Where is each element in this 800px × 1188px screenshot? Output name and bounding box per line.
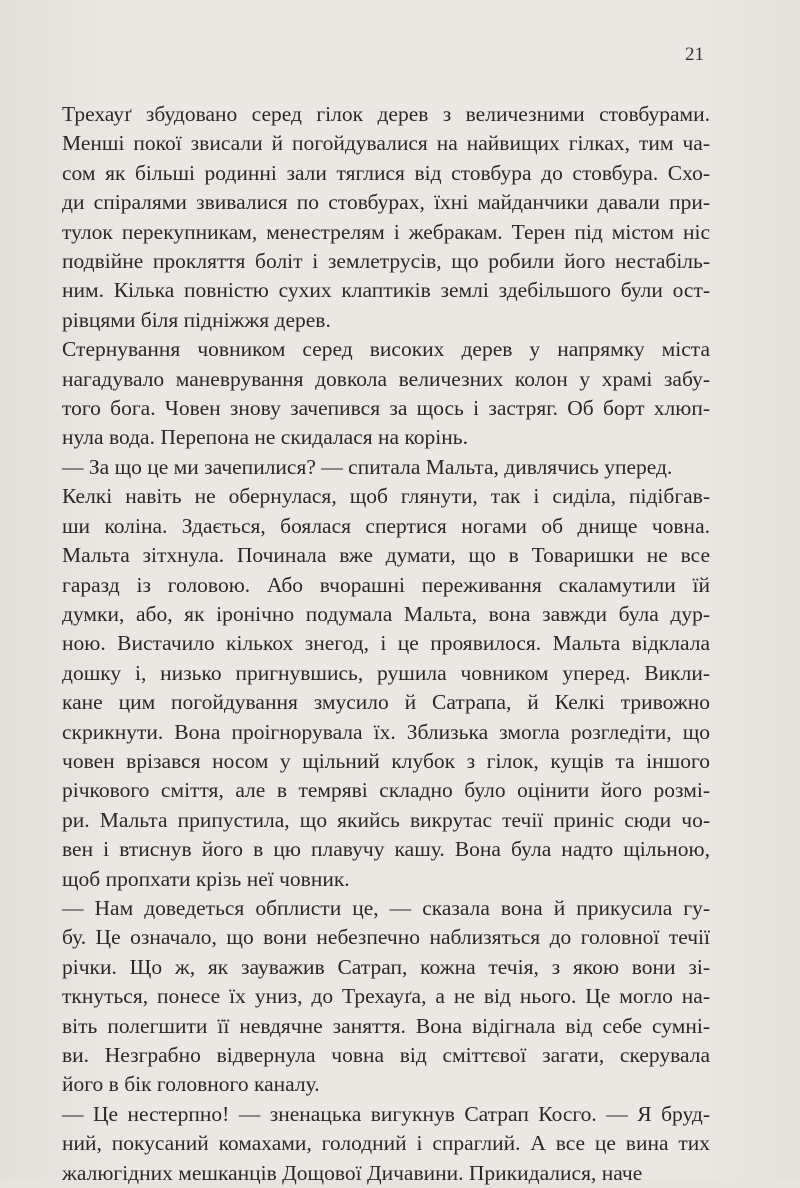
text-line: ткнуться, понесе їх униз, до Трехауґа, а не від нього. Це могло на- <box>62 984 710 1009</box>
text-line: щоб пропхати крізь неї човник. <box>62 866 350 891</box>
text-line: жалюгідних мешканців Дощової Дичавини. Прикидалися, наче <box>62 1160 643 1185</box>
text-line: Трехауґ збудовано серед гілок дерев з величезними стовбурами. <box>62 102 710 126</box>
text-line: кане цим погойдування змусило й Сатрапа, й Келкі тривожно <box>62 690 710 715</box>
text-line: дошку і, низько пригнувшись, рушила човником уперед. Викли- <box>62 660 710 685</box>
text-line: віть полегшити її невдячне заняття. Вона відігнала від себе сумні- <box>62 1013 710 1038</box>
text-line: ною. Вистачило кількох знегод, і це проявилося. Мальта відклала <box>62 631 710 656</box>
text-line: ри. Мальта припустила, що якийсь викрутас течії приніс сюди чо- <box>62 807 710 832</box>
text-line: думки, або, як іронічно подумала Мальта, вона завжди була дур- <box>62 601 710 626</box>
paragraph <box>62 453 710 482</box>
text-line: човен врізався носом у щільний клубок з гілок, кущів та іншого <box>62 748 710 773</box>
text-line: того бога. Човен знову зачепився за щось і застряг. Об борт хлюп- <box>62 396 710 421</box>
text-line: — Це нестерпно! — зненацька вигукнув Сатрап Косго. — Я бруд- <box>62 1101 710 1126</box>
text-line: Мальта зітхнула. Починала вже думати, що в Товаришки не все <box>62 543 710 568</box>
paragraph <box>62 335 710 453</box>
text-line: скрикнути. Вона проігнорувала їх. Зблизька змогла розгледіти, що <box>62 719 710 744</box>
paragraph <box>62 482 710 894</box>
page-number: 21 <box>685 44 704 65</box>
text-line: його в бік головного каналу. <box>62 1072 320 1097</box>
text-line: тулок перекупникам, менестрелям і жебракам. Терен під містом ніс <box>62 219 710 244</box>
paragraph <box>62 100 710 335</box>
text-line: річки. Що ж, як зауважив Сатрап, кожна течія, з якою вони зі- <box>62 954 710 979</box>
text-line: — Нам доведеться обплисти це, — сказала вона й прикусила гу- <box>62 895 710 920</box>
text-line: Келкі навіть не обернулася, щоб глянути, так і сиділа, підібгав- <box>62 484 710 509</box>
text-line: подвійне прокляття боліт і землетрусів, що робили його нестабіль- <box>62 249 710 274</box>
text-line: вен і втиснув його в цю плавучу кашу. Вона була надто щільною, <box>62 837 710 862</box>
body-text <box>62 100 710 1188</box>
text-line: гаразд із головою. Або вчорашні переживання скаламутили їй <box>62 572 710 597</box>
text-line: річкового сміття, але в темряві складно було оцінити його розмі- <box>62 778 710 803</box>
text-line: ним. Кілька повністю сухих клаптиків землі здебільшого були ост- <box>62 278 710 303</box>
text-line: бу. Це означало, що вони небезпечно наблизяться до головної течії <box>62 925 710 950</box>
text-line: нагадувало маневрування довкола величезних колон у храмі забу- <box>62 366 710 391</box>
paragraph <box>62 894 710 1100</box>
text-line: — За що це ми зачепилися? — спитала Мальта, дивлячись уперед. <box>62 454 673 479</box>
text-line: рівцями біля підніжжя дерев. <box>62 307 331 332</box>
text-line: ди спіралями звивалися по стовбурах, їхні майданчики давали при- <box>62 190 710 215</box>
text-line: сом як більші родинні зали тяглися від стовбура до стовбура. Схо- <box>62 160 710 185</box>
text-line: ви. Незграбно відвернула човна від сміттєвої загати, скерувала <box>62 1043 710 1067</box>
text-line: нула вода. Перепона не скидалася на корінь. <box>62 425 468 450</box>
text-line: ши коліна. Здається, боялася спертися ногами об днище човна. <box>62 513 710 538</box>
paragraph <box>62 1100 710 1188</box>
text-line: Менші покої звисали й погойдувалися на найвищих гілках, тим ча- <box>62 131 710 156</box>
text-line: ний, покусаний комахами, голодний і спраглий. А все це вина тих <box>62 1131 710 1156</box>
text-line: Стернування човником серед високих дерев у напрямку міста <box>62 337 710 362</box>
